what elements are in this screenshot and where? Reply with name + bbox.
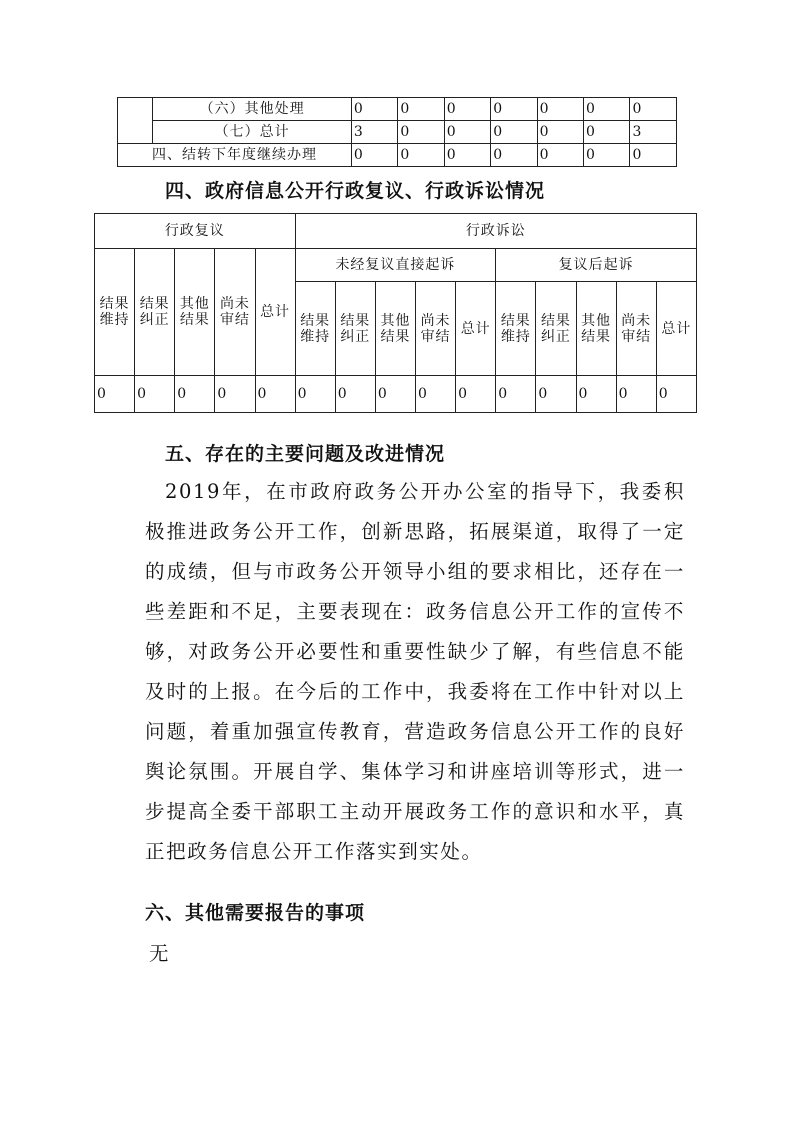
cell-value: 0 xyxy=(398,144,444,167)
cell-value: 0 xyxy=(135,376,175,413)
column-header: 总计 xyxy=(255,249,295,376)
cell-value: 0 xyxy=(351,144,397,167)
table-row xyxy=(118,144,677,167)
cell-value: 0 xyxy=(630,144,677,167)
column-header: 其他结果 xyxy=(576,282,616,376)
column-header: 尚未审结 xyxy=(215,249,255,376)
cell-value: 0 xyxy=(630,98,677,121)
body-paragraph: 2019年，在市政府政务公开办公室的指导下，我委积极推进政务公开工作，创新思路，拓展渠道，取得了一定的成绩，但与市政务公开领导小组的要求相比，还存在一些差距和不足，主要表现在：政务信息公开工作的宣传不够，对政务公开必要性和重要性缺少了解，有些信息不能及时的上报。在今后的工作中，我委将在工作中针对以上问题，着重加强宣传教育，营造政务信息公开工作的良好舆论氛围。开展自学、集体学习和讲座培训等形式，进一步提高全委干部职工主动开展政务工作的意识和水平，真正把政务信息公开工作落实到实处。 xyxy=(145,480,685,863)
cell-value: 0 xyxy=(537,98,583,121)
table-row xyxy=(118,121,677,144)
cell-value: 0 xyxy=(351,98,397,121)
section-heading: 四、政府信息公开行政复议、行政诉讼情况 xyxy=(165,180,546,202)
column-header: 总计 xyxy=(656,282,696,376)
column-header: 尚未审结 xyxy=(616,282,656,376)
cell-value: 0 xyxy=(416,376,456,413)
section-heading: 六、其他需要报告的事项 xyxy=(145,902,366,924)
direct-suit-header: 未经复议直接起诉 xyxy=(295,249,496,282)
cell-value: 0 xyxy=(295,376,335,413)
column-header: 结果维持 xyxy=(496,282,536,376)
litigation-header: 行政诉讼 xyxy=(295,214,696,249)
section-heading: 五、存在的主要问题及改进情况 xyxy=(165,443,446,465)
cell-value: 0 xyxy=(456,376,496,413)
cell-value: 3 xyxy=(630,121,677,144)
cell-value: 3 xyxy=(351,121,397,144)
cell-value: 0 xyxy=(375,376,415,413)
cell-value: 0 xyxy=(175,376,215,413)
column-header: 总计 xyxy=(456,282,496,376)
row-label: 四、结转下年度继续办理 xyxy=(118,144,352,167)
column-header: 尚未审结 xyxy=(416,282,456,376)
cell-value: 0 xyxy=(491,144,537,167)
cell-value: 0 xyxy=(444,144,490,167)
cell-value: 0 xyxy=(584,144,630,167)
cell-value: 0 xyxy=(95,376,135,413)
cell-value: 0 xyxy=(537,121,583,144)
cell-value: 0 xyxy=(584,121,630,144)
cell-value: 0 xyxy=(215,376,255,413)
after-review-header: 复议后起诉 xyxy=(496,249,697,282)
column-header: 结果维持 xyxy=(95,249,135,376)
cell-value: 0 xyxy=(576,376,616,413)
table-row xyxy=(95,214,697,249)
table-row xyxy=(95,376,697,413)
review-litigation-table xyxy=(94,213,697,413)
cell-value: 0 xyxy=(656,376,696,413)
column-header: 其他结果 xyxy=(175,249,215,376)
cell-value: 0 xyxy=(616,376,656,413)
column-header: 结果纠正 xyxy=(335,282,375,376)
cell-value: 0 xyxy=(491,121,537,144)
section-content: 无 xyxy=(149,942,169,965)
merged-cell xyxy=(118,98,153,144)
cell-value: 0 xyxy=(255,376,295,413)
cell-value: 0 xyxy=(496,376,536,413)
table-row xyxy=(95,249,697,282)
cell-value: 0 xyxy=(584,98,630,121)
cell-value: 0 xyxy=(398,121,444,144)
cell-value: 0 xyxy=(444,98,490,121)
column-header: 结果维持 xyxy=(295,282,335,376)
review-header: 行政复议 xyxy=(95,214,296,249)
column-header: 其他结果 xyxy=(375,282,415,376)
processing-results-table xyxy=(117,97,677,167)
cell-value: 0 xyxy=(335,376,375,413)
row-label: （六）其他处理 xyxy=(153,98,352,121)
column-header: 结果纠正 xyxy=(536,282,576,376)
cell-value: 0 xyxy=(537,144,583,167)
row-label: （七）总计 xyxy=(153,121,352,144)
cell-value: 0 xyxy=(398,98,444,121)
cell-value: 0 xyxy=(444,121,490,144)
column-header: 结果纠正 xyxy=(135,249,175,376)
table-row xyxy=(118,98,677,121)
cell-value: 0 xyxy=(491,98,537,121)
cell-value: 0 xyxy=(536,376,576,413)
